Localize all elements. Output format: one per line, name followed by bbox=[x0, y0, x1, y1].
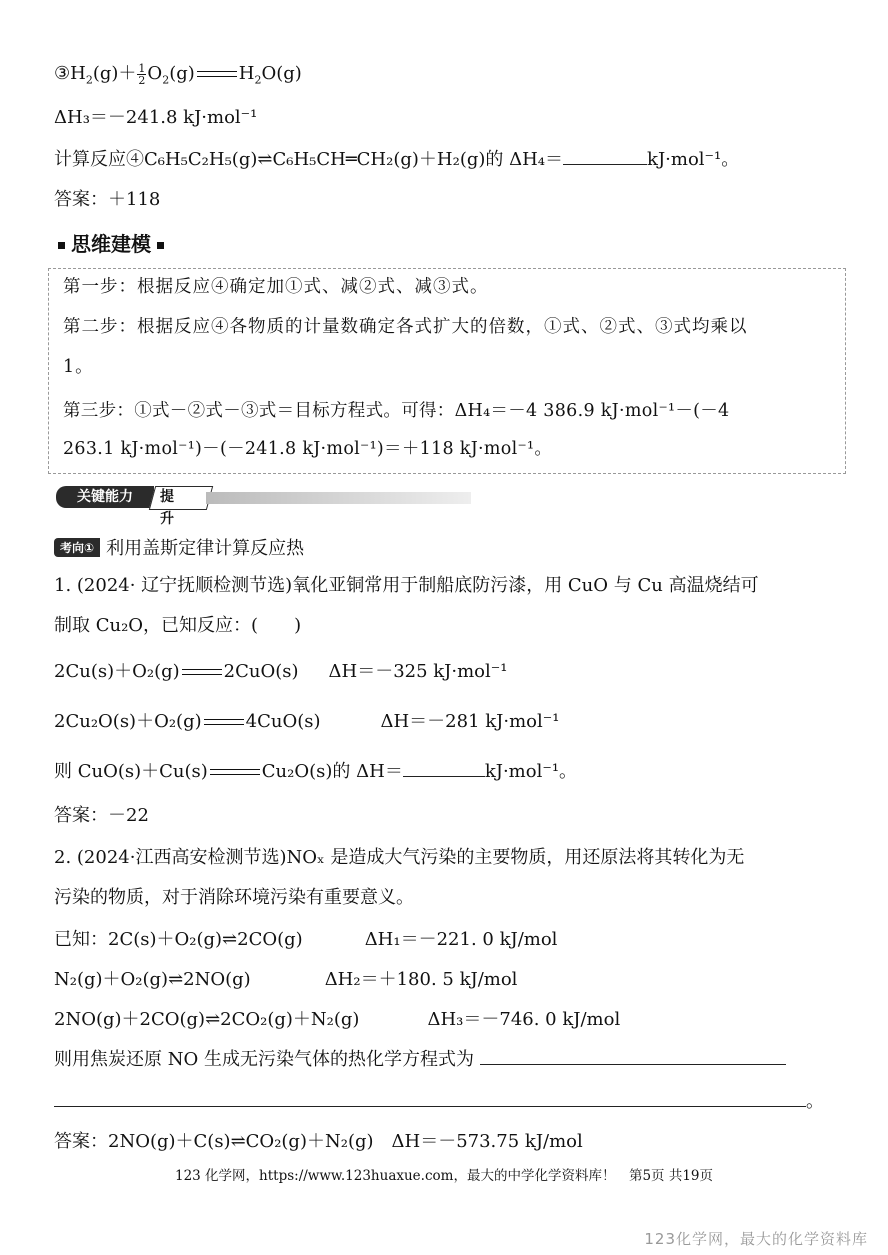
eq3-plus: (g)＋ bbox=[92, 63, 137, 84]
section-title bbox=[52, 228, 170, 257]
r3-unit: kJ·mol⁻¹。 bbox=[484, 761, 578, 782]
banner-left: 关键能力 bbox=[56, 486, 154, 508]
answer-2: 答案：－22 bbox=[54, 805, 149, 826]
k3-equation: 2NO(g)＋2CO(g)⇌2CO₂(g)＋N₂(g) bbox=[54, 1009, 360, 1030]
step-1: 第一步：根据反应④确定加①式、减②式、减③式。 bbox=[63, 277, 489, 297]
banner-right: 提升 bbox=[160, 489, 174, 527]
section-title-text: 思维建模 bbox=[71, 232, 151, 256]
double-bond-sign bbox=[204, 719, 244, 725]
topic-label: 考向① bbox=[54, 538, 100, 557]
k1-delta-h: ΔH₁＝－221. 0 kJ/mol bbox=[364, 929, 558, 950]
q1-line-2: 制取 Cu₂O，已知反应：( ) bbox=[54, 615, 302, 636]
double-bond-sign bbox=[197, 71, 237, 77]
r1-product: 2CuO(s) bbox=[223, 661, 299, 682]
double-bond-sign bbox=[182, 669, 222, 675]
r1-delta-h: ΔH＝－325 kJ·mol⁻¹ bbox=[328, 661, 508, 682]
q2-ask-end: 。 bbox=[806, 1091, 824, 1112]
step-2-cont: 1。 bbox=[63, 357, 94, 377]
topic-title: 利用盖斯定律计算反应热 bbox=[106, 538, 305, 559]
delta-h3: ΔH₃＝－241.8 kJ·mol⁻¹ bbox=[54, 107, 258, 128]
answer-1: 答案：＋118 bbox=[54, 189, 161, 210]
fraction bbox=[137, 63, 146, 86]
q2-ask-text: 则用焦炭还原 NO 生成无污染气体的热化学方程式为 bbox=[54, 1049, 474, 1070]
answer-blank bbox=[54, 1090, 806, 1107]
page-footer: 123 化学网，https://www.123huaxue.com，最大的中学化学资料库！ 第5页 共19页 bbox=[174, 1168, 713, 1184]
modeling-box bbox=[48, 268, 846, 474]
equation-3: $③H_2(g)+$ $\frac{1}{2}$ $O_2(g)$ $H_2O(g)$ bbox=[54, 61, 302, 87]
calc-question bbox=[54, 148, 739, 172]
q2-line-2: 污染的物质，对于消除环境污染有重要意义。 bbox=[54, 887, 414, 908]
r3-reactants: 则 CuO(s)＋Cu(s) bbox=[54, 761, 208, 782]
calc-text: 计算反应④C₆H₅C₂H₅(g)⇌C₆H₅CH═CH₂(g)＋H₂(g)的 ΔH₄＝ bbox=[54, 149, 564, 170]
q1-reaction-1 bbox=[54, 660, 508, 684]
step-3-cont: 263.1 kJ·mol⁻¹)－(－241.8 kJ·mol⁻¹)＝＋118 kJ·mol⁻¹。 bbox=[63, 439, 553, 459]
step-3: 第三步：①式－②式－③式＝目标方程式。可得：ΔH₄＝－4 386.9 kJ·mol⁻¹－(－4 bbox=[63, 401, 730, 421]
q2-ask-cont bbox=[54, 1090, 824, 1114]
q1-reaction-2 bbox=[54, 710, 559, 734]
topic-tag bbox=[54, 534, 304, 560]
q2-line-1: 2. (2024·江西高安检测节选)NOₓ 是造成大气污染的主要物质，用还原法将其转化为无 bbox=[54, 847, 745, 868]
r2-product: 4CuO(s) bbox=[245, 711, 321, 732]
answer-blank bbox=[403, 760, 485, 777]
q1-line-1: 1. (2024· 辽宁抚顺检测节选)氧化亚铜常用于制船底防污漆，用 CuO 与 Cu 高温烧结可 bbox=[54, 575, 759, 596]
answer-blank bbox=[480, 1048, 786, 1065]
r3-product: Cu₂O(s)的 ΔH＝ bbox=[261, 761, 403, 782]
square-bullet-icon bbox=[58, 242, 65, 249]
r1-reactants: 2Cu(s)＋O₂(g) bbox=[54, 661, 180, 682]
k2-delta-h: ΔH₂＝＋180. 5 kJ/mol bbox=[324, 969, 518, 990]
r2-delta-h: ΔH＝－281 kJ·mol⁻¹ bbox=[380, 711, 560, 732]
eq3-product-tail: O(g) bbox=[261, 63, 302, 84]
eq3-oxygen-state: (g) bbox=[169, 63, 195, 84]
answer-blank bbox=[563, 148, 647, 165]
q2-known-2 bbox=[54, 968, 517, 992]
q2-ask bbox=[54, 1048, 786, 1072]
k2-equation: N₂(g)＋O₂(g)⇌2NO(g) bbox=[54, 969, 251, 990]
banner-gradient-bar bbox=[206, 492, 471, 504]
calc-unit: kJ·mol⁻¹。 bbox=[647, 149, 740, 170]
q1-question bbox=[54, 760, 577, 784]
answer-3: 答案：2NO(g)＋C(s)⇌CO₂(g)＋N₂(g) ΔH＝－573.75 kJ/mol bbox=[54, 1131, 583, 1152]
square-bullet-icon bbox=[157, 242, 164, 249]
eq3-oxygen: O bbox=[147, 63, 163, 84]
banner-right-shape bbox=[149, 486, 213, 510]
watermark: 123化学网，最大的化学资料库 bbox=[644, 1230, 868, 1248]
fraction-numerator: 1 bbox=[138, 61, 146, 75]
q2-known-1 bbox=[54, 928, 557, 952]
r2-reactants: 2Cu₂O(s)＋O₂(g) bbox=[54, 711, 202, 732]
q2-known-3 bbox=[54, 1008, 620, 1032]
eq3-product: H bbox=[238, 63, 255, 84]
k1-equation: 已知：2C(s)＋O₂(g)⇌2CO(g) bbox=[54, 929, 303, 950]
eq3-reactant: ③H bbox=[54, 63, 86, 84]
double-bond-sign bbox=[210, 769, 260, 775]
k3-delta-h: ΔH₃＝－746. 0 kJ/mol bbox=[427, 1009, 621, 1030]
step-2: 第二步：根据反应④各物质的计量数确定各式扩大的倍数，①式、②式、③式均乘以 bbox=[63, 317, 748, 337]
fraction-denominator: 2 bbox=[138, 73, 146, 87]
